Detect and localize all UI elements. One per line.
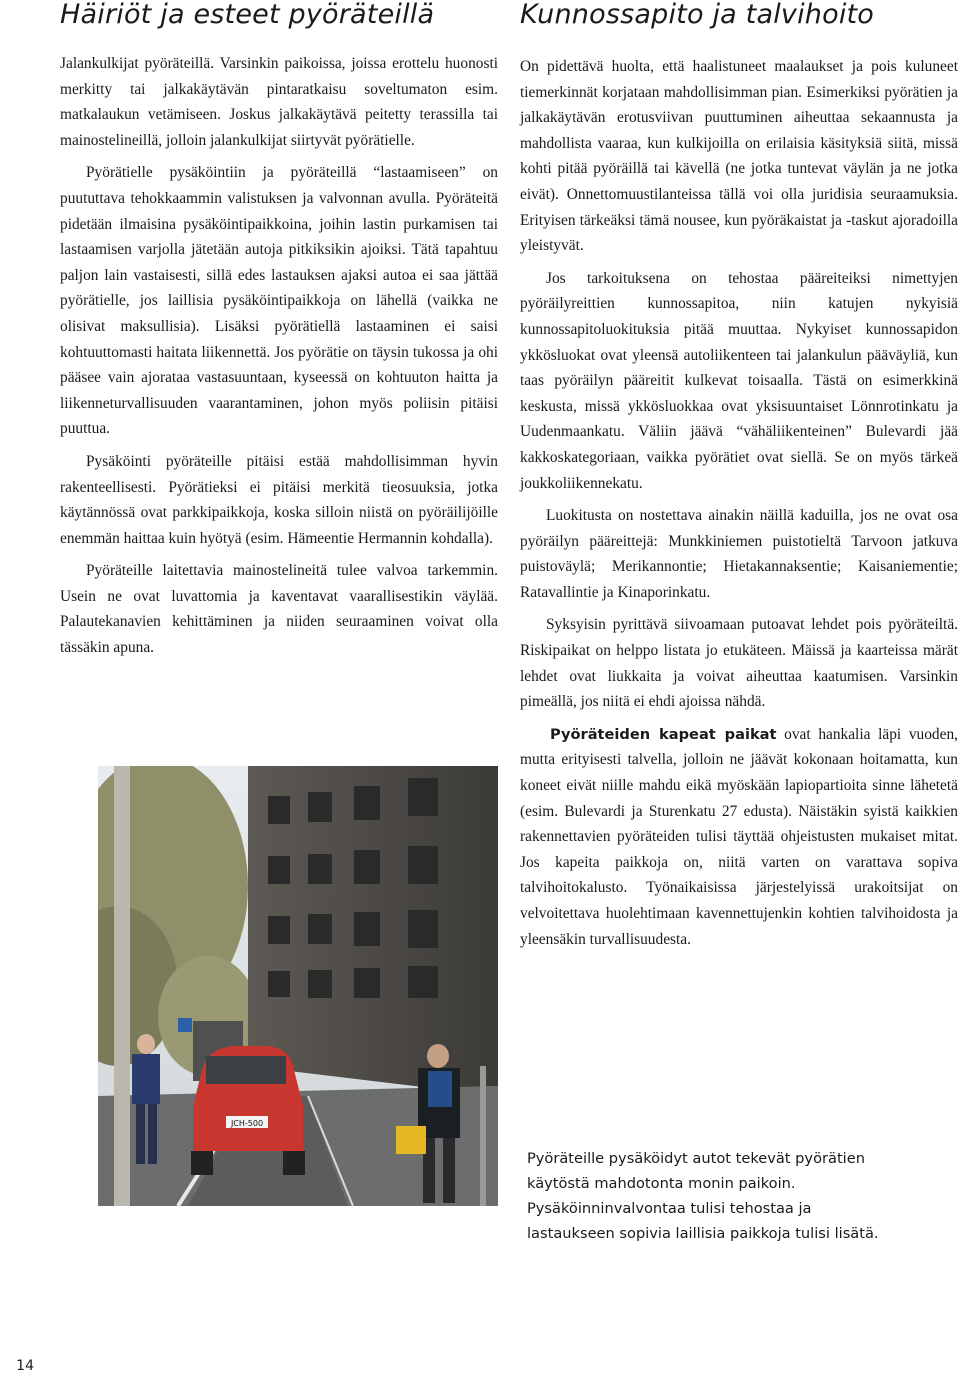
paragraph: Pysäköinti pyöräteille pitäisi estää mahdollisimman hyvin rakenteellisesti. Pyörätieksi ei pitäisi merkitä tieosuuksia, jotka käytännössä ovat parkkipaikkoja, koska silloin niistä on pyöräilijöille enemmän haittaa kuin hyötyä (esim. Hämeentie Hermannin kohdalla). [60,452,498,547]
paragraph: Syksyisin pyrittävä siivoamaan putoavat lehdet pois pyöräteiltä. Riskipaikat on helppo listata jo etukäteen. Mäissä ja kaarteissa märät lehdet ovat liukkaita ja voivat aiheuttaa kaatumisen. Varsinkin pimeällä, jos niitä ei ehdi ajoissa nähdä. [520,616,958,711]
photo-caption: Pyöräteille pysäköidyt autot tekevät pyörätien käytöstä mahdotonta monin paikoin. Pysäköinninvalvontaa tulisi tehostaa ja lastaukseen sopivia laillisia paikkoja tulisi lisätä. [527,1150,879,1242]
license-plate: JCH-500 [230,1119,264,1128]
left-column [60,0,498,668]
left-body-text [60,51,498,661]
paragraph: Pyörätielle pysäköintiin ja pyöräteillä “lastaamiseen” on puututtava tehokkaammin valistuksen ja valvonnan avulla. Pyöräteitä pidetään ilmaisina pysäköintipaikkoina, joihin lastin purkamisen tai lastaamisen varjolla jätetään autoja pitkiksikin ajoiksi. Tätä tapahtuu paljon lain vastaisesti, sillä edes lastauksen ajaksi autoa ei saa jättää pyörätielle, jos laillisia pysäköintipaikkoja on lähellä (vaikka ne olisivat maksullisia). Lisäksi pyörätiellä lastaaminen ei saisi kohtuuttomasti haitata liikennettä. Jos pyörätie on täysin tukossa ja ohi pääsee vain ajorataa vastasuuntaan, kyseessä on kohtuuton haitta ja liikenneturvallisuuden vaarantaminen, johon myös poliisin pitäisi puuttua. [60,164,498,438]
street-photo [98,766,498,1206]
paragraph-narrow-paths [520,722,958,952]
bold-lead: Pyöräteiden kapeat paikat [550,725,777,743]
paragraph: Jalankulkijat pyöräteillä. Varsinkin paikoissa, joissa erottelu huonosti merkitty tai jalkakäytävän pintaratkaisu soveltumaton esim. matkalaukun vetämiseen. Joskus jalkakäytävä peitetty terassilla tai mainostelineillä, jolloin jalankulkijat siirtyvät pyörätielle. [60,55,498,149]
right-body-text [520,54,958,952]
paragraph: Luokitusta on nostettava ainakin näillä kaduilla, jos ne ovat osa pyöräilyn pääreittejä: Munkkiniemen puistotieltä Tarvoon jatkuva puistoväylä; Merikannontie; Hietakannaksentie; Kaisaniementie; Ratavallintie ja Kinaporinkatu. [520,507,958,601]
page-number: 14 [16,1358,34,1374]
paragraph-rest: ovat hankalia läpi vuoden, mutta erityisesti talvella, jolloin ne jäävät kokonaan hoitamatta, kun koneet eivät niille mahdu eikä myöskään lapiopartioita sinne lähetetä (esim. Bulevardi ja Sturenkatu 27 edusta). Näistäkin syistä kaikkien rakennettavien pyöräteiden tulisi täyttää ohjeistusten mukaiset mitat. Jos kapeita paikkoja on, niitä varten on varattava sopiva talvihoitokalusto. Työnaikaisissa järjestelyissä urakoitsijat on velvoitettava huolehtimaan kavennettujenkin kohtien talvihoidosta ja yleensäkin turvallisuudesta. [520,725,958,948]
section-heading-disturbances: Häiriöt ja esteet pyöräteillä [60,0,435,30]
paragraph: On pidettävä huolta, että haalistuneet maalaukset ja pois kuluneet tiemerkinnät korjataan mahdollisimman pian. Esimerkiksi pyörätien ja jalkakäytävän erotusviivan puuttuminen aiheuttaa sekaannusta ja mahdollista vaaraa, kun kulkijoilla on erilaisia käsityksiä siitä, missä kohti pitää pyöräillä tai kävellä (ne jotka tuntevat väylän ja ne jotka eivät). Onnettomuustilanteissa tällä voi olla juridisia seuraamuksia. Erityisen tärkeäksi tämä nousee, kun pyöräkaistat ja -taskut ajoradoilla yleistyvät. [520,58,958,255]
right-column [520,0,958,959]
paragraph: Pyöräteille laitettavia mainostelineitä tulee valvoa tarkemmin. Usein ne ovat luvattomia ja kaventavat vaarallisestikin väylää. Palautekanavien kehittäminen ja niiden seuraaminen voivat olla tässäkin apuna. [60,562,498,657]
section-heading-maintenance: Kunnossapito ja talvihoito [520,0,875,30]
paragraph: Jos tarkoituksena on tehostaa pääreiteiksi nimettyjen pyöräilyreittien kunnossapitoa, niin katujen nykyisiä kunnossapitoluokituksia pitää muuttaa. Nykyiset kunnossapidon ykkösluokat ovat yleensä autoliikenteen tai jalankulun pääväyliä, kun taas pyöräilyn pääreitit kulkevat toisaalla. Tästä on esimerkkinä keskusta, missä ykkösluokkaa ovat yksisuuntaiset Lönnrotinkatu ja Uudenmaankatu. Väliin jäävä “vähäliikenteinen” Bulevardi jää kakkoskategoriaan, vaikka pyörätiet ovat siellä. Se on myös tärkeä joukkoliikennekatu. [520,269,958,492]
